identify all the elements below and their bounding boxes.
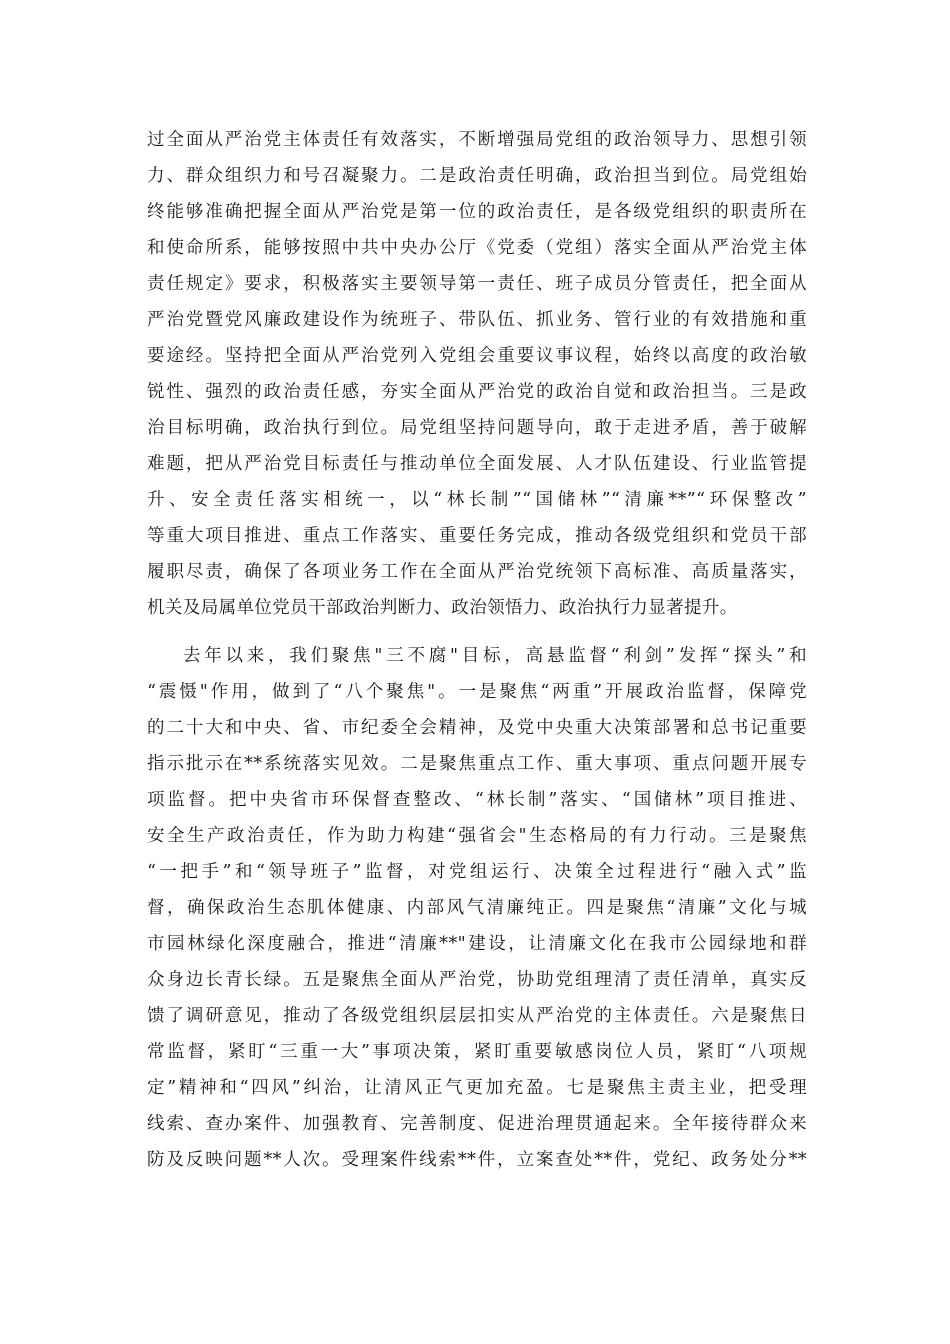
paragraph-line: 定”精神和“四风”纠治，让清风正气更加充盈。七是聚焦主责主业，把受理 xyxy=(147,1078,807,1098)
paragraph-line: “震慑"作用，做到了“八个聚焦"。一是聚焦“两重”开展政治监督，保障党 xyxy=(147,682,807,702)
paragraph-line: 过全面从严治党主体责任有效落实，不断增强局党组的政治领导力、思想引领 xyxy=(147,130,807,150)
paragraph-line: 难题，把从严治党目标责任与推动单位全面发展、人才队伍建设、行业监管提 xyxy=(147,454,807,474)
paragraph-line: 防及反映问题**人次。受理案件线索**件，立案查处**件，党纪、政务处分** xyxy=(147,1150,807,1170)
paragraph-line: 要途经。坚持把全面从严治党列入党组会重要议事议程，始终以高度的政治敏 xyxy=(147,346,807,366)
paragraph-line: 终能够准确把握全面从严治党是第一位的政治责任，是各级党组织的职责所在 xyxy=(147,202,807,222)
paragraph-line: 和使命所系，能够按照中共中央办公厅《党委（党组）落实全面从严治党主体 xyxy=(147,238,807,258)
paragraph-line: 机关及局属单位党员干部政治判断力、政治领悟力、政治执行力显著提升。 xyxy=(147,598,738,618)
paragraph-1 xyxy=(147,122,807,626)
paragraph-line: 责任规定》要求，积极落实主要领导第一责任、班子成员分管责任，把全面从 xyxy=(147,274,807,294)
paragraph-line: 指示批示在**系统落实见效。二是聚焦重点工作、重大事项、重点问题开展专 xyxy=(147,754,807,774)
paragraph-line: 锐性、强烈的政治责任感，夯实全面从严治党的政治自觉和政治担当。三是政 xyxy=(147,382,807,402)
paragraph-line: “一把手”和“领导班子”监督，对党组运行、决策全过程进行“融入式”监 xyxy=(147,862,807,882)
paragraph-line: 去年以来，我们聚焦"三不腐"目标，高悬监督“利剑”发挥“探头”和 xyxy=(183,646,807,666)
paragraph-line: 安全生产政治责任，作为助力构建“强省会"生态格局的有力行动。三是聚焦 xyxy=(147,826,807,846)
paragraph-line: 市园林绿化深度融合，推进“清廉**"建设，让清廉文化在我市公园绿地和群 xyxy=(147,934,807,954)
paragraph-line: 严治党暨党风廉政建设作为统班子、带队伍、抓业务、管行业的有效措施和重 xyxy=(147,310,807,330)
paragraph-line: 项监督。把中央省市环保督查整改、“林长制”落实、“国储林”项目推进、 xyxy=(147,790,807,810)
paragraph-line: 治目标明确，政治执行到位。局党组坚持问题导向，敢于走进矛盾，善于破解 xyxy=(147,418,807,438)
paragraph-2 xyxy=(147,638,807,1178)
paragraph-line: 的二十大和中央、省、市纪委全会精神，及党中央重大决策部署和总书记重要 xyxy=(147,718,807,738)
paragraph-line: 众身边长青长绿。五是聚焦全面从严治党，协助党组理清了责任清单，真实反 xyxy=(147,970,807,990)
paragraph-line: 线索、查办案件、加强教育、完善制度、促进治理贯通起来。全年接待群众来 xyxy=(147,1114,807,1134)
paragraph-line: 履职尽责，确保了各项业务工作在全面从严治党统领下高标准、高质量落实， xyxy=(147,562,807,582)
paragraph-line: 常监督，紧盯“三重一大”事项决策，紧盯重要敏感岗位人员，紧盯“八项规 xyxy=(147,1042,807,1062)
paragraph-line: 升、安全责任落实相统一，以“林长制”“国储林”“清廉**”“环保整改” xyxy=(147,490,807,510)
paragraph-line: 督，确保政治生态肌体健康、内部风气清廉纯正。四是聚焦“清廉”文化与城 xyxy=(147,898,807,918)
paragraph-line: 等重大项目推进、重点工作落实、重要任务完成，推动各级党组织和党员干部 xyxy=(147,526,807,546)
paragraph-line: 力、群众组织力和号召凝聚力。二是政治责任明确，政治担当到位。局党组始 xyxy=(147,166,807,186)
paragraph-line: 馈了调研意见，推动了各级党组织层层扣实从严治党的主体责任。六是聚焦日 xyxy=(147,1006,807,1026)
